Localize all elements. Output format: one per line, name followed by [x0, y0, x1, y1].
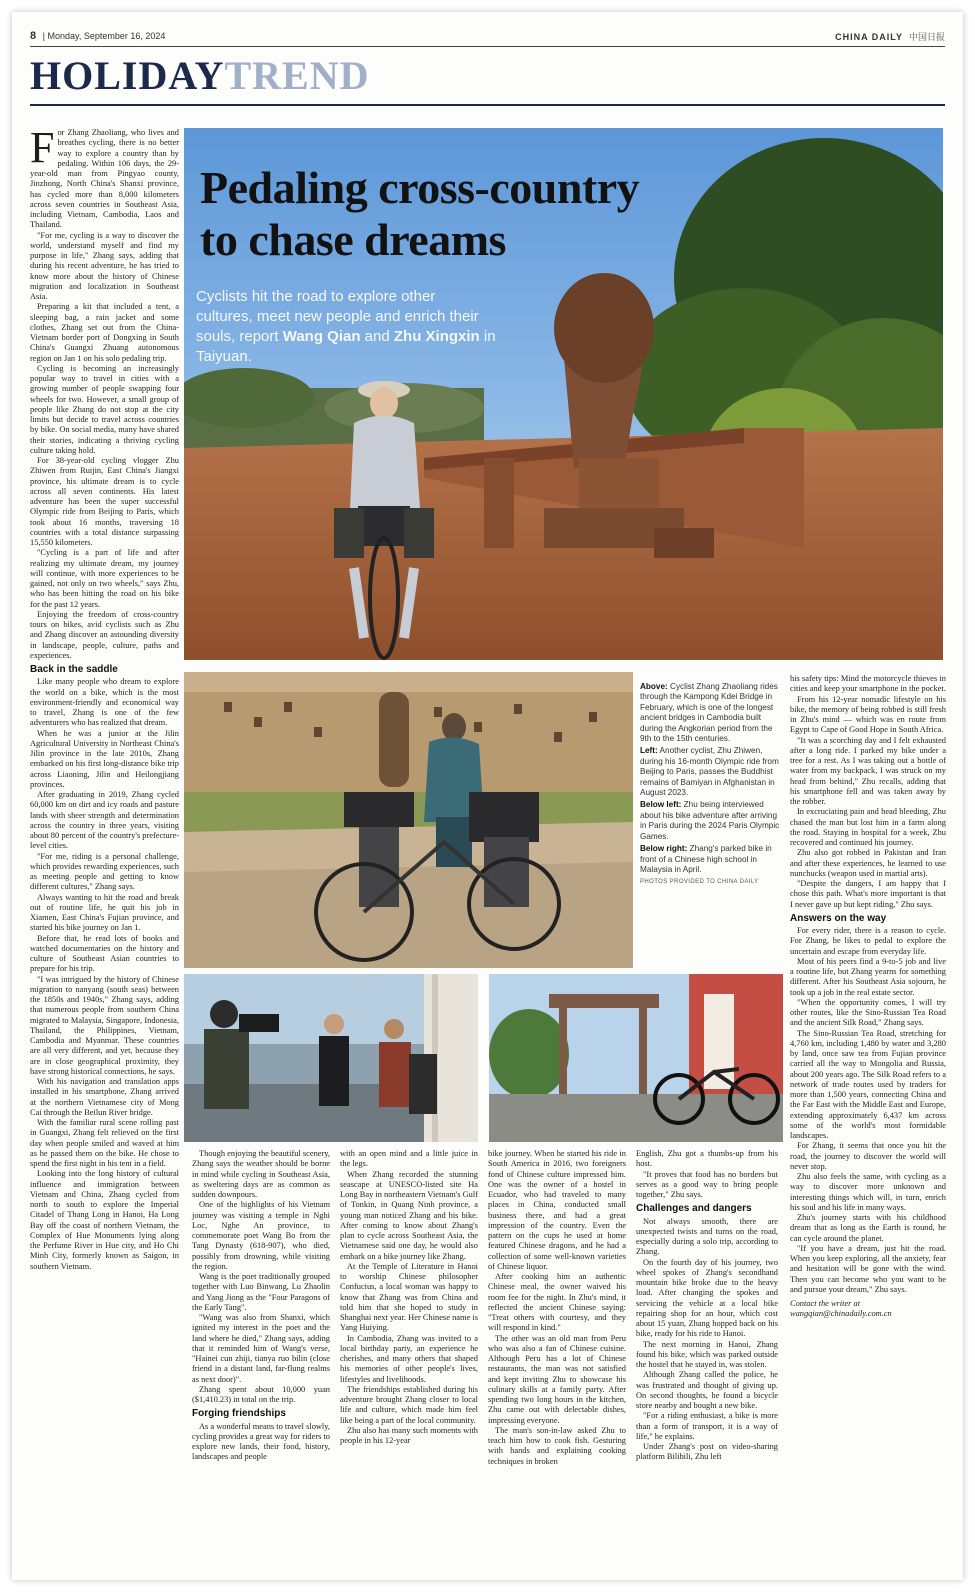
paragraph: Zhu also has many such moments with people in his 12-year	[340, 1425, 478, 1445]
drop-cap: F	[30, 123, 55, 172]
paragraph: Like many people who dream to explore the world on a bike, which is the most environment-friendly and economical way to travel, Zhang is one of the few adventurers who has realized that dream.	[30, 677, 179, 728]
section-title-trend: TREND	[224, 53, 370, 98]
paragraph: "For me, cycling is a way to discover the world, understand myself and find my purpose in life," Zhang says, adding that during his recent adventure, he has tried to know more about the history of Chinese migration and localization in Southeast Asia.	[30, 230, 179, 301]
issue-date: Monday, September 16, 2024	[47, 31, 166, 41]
article-column-3	[340, 1149, 478, 1446]
page-header	[30, 28, 945, 44]
lead-paragraph: For Zhang Zhaoliang, who lives and breathes cycling, there is no better way to explore a country than by pedaling. Within 106 days, the 29-year-old man from Pingyao county, Jinzhong, North China's Shanxi province, has cycled more than 8,000 kilometers across seven countries in Southeast Asia, including Vietnam, Cambodia, Laos and Thailand.	[30, 123, 179, 230]
paragraph: "Despite the dangers, I am happy that I chose this path. What's more important is that I never gave up but kept riding," Zhu says.	[790, 879, 946, 909]
paragraph: Zhu's journey starts with his childhood dream that as long as the Earth is round, he can cycle around the planet.	[790, 1213, 946, 1243]
paragraph: "For a riding enthusiast, a bike is more than a form of transport, it is a way of life," he explains.	[636, 1411, 778, 1441]
subheading-back-in-the-saddle: Back in the saddle	[30, 664, 118, 675]
paragraph: The other was an old man from Peru who was also a fan of Chinese cuisine. Although Peru has a lot of Chinese restaurants, the man was not satisfied and kept inviting Zhu to showcase his culinary skills at a family party. After spending two long hours in the kitchen, Zhu came out with delectable dishes, impressing everyone.	[488, 1333, 626, 1425]
paragraph: After cooking him an authentic Chinese meal, the owner waived his room fee for the night. In Zhu's mind, it reflected the ancient Chinese saying: "Treat others with courtesy, and they will respond in kind."	[488, 1272, 626, 1333]
paragraph: his safety tips: Mind the motorcycle thieves in cities and keep your smartphone in the pocket.	[790, 674, 946, 694]
malaysia-photo-illustration	[489, 974, 783, 1142]
page-info: 8 | Monday, September 16, 2024	[30, 30, 166, 42]
section-title-holiday: HOLIDAY	[30, 53, 225, 98]
contact-line: Contact the writer at wangqian@chinadaily.com.cn	[790, 1299, 892, 1319]
paragraph: On the fourth day of his journey, two wheel spokes of Zhang's secondhand mountain bike broke due to the heavy load. After changing the spokes and servicing the vehicle at a local bike repairing shop for an hour, which cost about 15 yuan, Zhang hopped back on his bike, ready for his ride to Hanoi.	[636, 1257, 778, 1339]
paragraph: One of the highlights of his Vietnam journey was visiting a temple in Nghi Loc, Nghe An province, to commemorate poet Wang Bo from the Tang Dynasty (618-907), who died, possibly from drowning, while visiting the region.	[192, 1200, 330, 1271]
author-zhu-xingxin: Zhu Xingxin	[393, 328, 480, 345]
paragraph: As a wonderful means to travel slowly, cycling provides a great way for riders to explore new lands, their food, history, landscapes and people	[192, 1421, 330, 1462]
paragraph: Cycling is becoming an increasingly popular way to travel in cities with a growing number of people swapping four wheels for two. However, a small group of people like Zhang do not stop at the city limits but decide to travel across countries by bike. On social media, many have shared their stories, indicating a thriving cycling culture taking hold.	[30, 363, 179, 455]
paragraph: bike journey. When he started his ride in South America in 2016, two foreigners fond of Chinese culture impressed him. One was the owner of a hostel in Ecuador, who had traveled to many places in China, conducted small business there, and had a great impression of the country. Even the pattern on the cups he used at home featured Chinese dragons, and he had a collection of some well-known varieties of Chinese liquor.	[488, 1149, 626, 1271]
paragraph: The Sino-Russian Tea Road, stretching for 4,760 km, including 1,480 by water and 3,280 by land, once saw tea from Fujian province carried all the way to Mongolia and Russia, about 200 years ago. The Silk Road refers to a network of trade routes used by traders for more than 1,500 years, connecting China and the Far East with the Middle East and Europe, extending approximately 6,437 km across some of the world's most formidable landscapes.	[790, 1028, 946, 1140]
paragraph: "When the opportunity comes, I will try other routes, like the Sino-Russian Tea Road and the ancient Silk Road," Zhang says.	[790, 997, 946, 1028]
paragraph: The friendships established during his adventure brought Zhang closer to local life and culture, which made him feel like being a part of the local community.	[340, 1384, 478, 1425]
paragraph: Preparing a kit that included a tent, a sleeping bag, a rain jacket and some clothes, Zhang set out from the China-Vietnam border port of Dongxing in South China's Guangxi Zhuang autonomous region on Jan 1 on his solo pedaling trip.	[30, 302, 179, 363]
paragraph: "It was a scorching day and I felt exhausted after a long ride. I parked my bike under a tree for a rest. As I was taking out a bottle of water from my backpack, I was struck on my head from behind," Zhu recalls, adding that his smartphone fell and was taken away by the robber.	[790, 735, 946, 806]
photo-captions	[640, 682, 780, 890]
bamiyan-photo-illustration	[184, 672, 633, 968]
paragraph: When he was a junior at the Jilin Agricultural University in Northeast China's Jilin province in the late 2010s, Zhang embarked on his first long-distance bike trip across Liaoning, Jilin and Heilongjiang provinces.	[30, 728, 179, 789]
page-number: 8	[30, 30, 37, 42]
author-wang-qian: Wang Qian	[282, 328, 361, 345]
paragraph: From his 12-year nomadic lifestyle on his bike, the memory of being robbed is still fresh in Zhu's mind — which was en route from Egypt to Cape of Good Hope in South Africa.	[790, 694, 946, 735]
caption-left: Left: Another cyclist, Zhu Zhiwen, during his 16-month Olympic ride from Beijing to Paris, passes the Buddhist remains of Bamiyan in Afghanistan in August 2023.	[640, 746, 779, 798]
paragraph: Most of his peers find a 9-to-5 job and live a routine life, but Zhang yearns for something different. After his Southeast Asia sojourn, he took up a job in the real estate sector.	[790, 956, 946, 997]
paragraph: Under Zhang's post on video-sharing platform Bilibili, Zhu left	[636, 1442, 778, 1462]
paragraph: At the Temple of Literature in Hanoi to worship Chinese philosopher Confucius, a local woman was happy to know that Zhang was from China and told him that she hoped to study in Shanghai next year. Her Chinese name is Yang Huiying.	[340, 1261, 478, 1333]
caption-below-left: Below left: Zhu being interviewed about his bike adventure after arriving in Paris during the 2024 Paris Olympic Games.	[640, 800, 780, 841]
paragraph: "For me, riding is a personal challenge, which provides rewarding experiences, such as meeting people and getting to know different cultures," Zhang says.	[30, 851, 179, 892]
paragraph: "Cycling is a part of life and after realizing my ultimate dream, my journey will continue, with more experiences to be gained, not only on two wheels," says Zhu, who has been hitting the road on his bike for the past 12 years.	[30, 548, 179, 609]
contact-email[interactable]: wangqian@chinadaily.com.cn	[790, 1309, 892, 1319]
paper-name-chinese: 中国日报	[908, 32, 945, 42]
paris-photo-illustration	[184, 974, 478, 1142]
caption-below-right: Below right: Zhang's parked bike in front of a Chinese high school in Malaysia in April.	[640, 844, 772, 874]
paragraph: Before that, he read lots of books and watched documentaries on the history and culture of Southeast Asian countries to prepare for his trip.	[30, 933, 179, 974]
article-column-6	[790, 674, 946, 1320]
section-title	[30, 54, 370, 98]
header-rule	[30, 46, 945, 47]
paragraph: "I was intrigued by the history of Chinese migration to nanyang (south seas) between the 1850s and 1940s," Zhang says, adding that numerous people from southern China migrated to Malaysia, Singapore, Indonesia, Thailand, the Philippines, Vietnam, Cambodia and Myanmar. These countries are all very different, and yet, because they are in close geographical proximity, they have strong historical connections, he says.	[30, 974, 179, 1076]
paragraph: For Zhang, it seems that once you hit the road, the journey to discover the world will never stop.	[790, 1141, 946, 1171]
newspaper-page	[12, 12, 963, 1580]
paragraph: Though enjoying the beautiful scenery, Zhang says the weather should be borne in mind while cycling in Southeast Asia, as sweltering days are as common as sudden downpours.	[192, 1149, 330, 1199]
photo-credit: PHOTOS PROVIDED TO CHINA DAILY	[640, 879, 759, 886]
subheading-answers-on-the-way: Answers on the way	[790, 912, 887, 924]
photo-malaysia-bike	[489, 974, 783, 1142]
paragraph: Not always smooth, there are unexpected twists and turns on the road, especially during a solo trip, according to Zhang.	[636, 1216, 778, 1257]
paper-name: CHINA DAILY	[835, 32, 903, 42]
paragraph: After graduating in 2019, Zhang cycled 60,000 km on dirt and icy roads and pasture lands with sheer strength and determination across the country in three years, visiting about 80 percent of the country's prefecture-level cities.	[30, 790, 179, 851]
paragraph: "If you have a dream, just hit the road. When you keep exploring, all the anxiety, fear and hesitation will be gone with the wind. Then you can become who you want to be and pursue your dream," Zhu says.	[790, 1243, 946, 1294]
paragraph: "Wang was also from Shanxi, which ignited my interest in the poet and the land where he died," Zhang says, adding that it reminded him of Wang's verse, "Hainei cun zhiji, tianya ruo bilin (close friend in a distant land, far-flung realms as next door)".	[192, 1313, 330, 1384]
paragraph: The man's son-in-law asked Zhu to teach him how to cook fish. Gesturing with hands and explaining cooking techniques in broken	[488, 1425, 626, 1466]
caption-above: Above: Cyclist Zhang Zhaoliang rides through the Kampong Kdei Bridge in February, which is one of the longest ancient bridges in Cambodia built during the Angkorian period from the 9th to the 15th centuries.	[640, 682, 778, 744]
paragraph: In Cambodia, Zhang was invited to a local birthday party, an experience he cherishes, and many others that shaped his memories of other people's lives, lifestyles and livelihoods.	[340, 1333, 478, 1384]
article-standfirst: Cyclists hit the road to explore other cultures, meet new people and enrich their souls, report Wang Qian and Zhu Xingxin in Taiyuan.	[196, 288, 496, 365]
paragraph: For 38-year-old cycling vlogger Zhu Zhiwen from Ruijin, East China's Jiangxi province, his ultimate dream is to cycle across all seven continents. His latest adventure has been the super successful Olympic ride from Beijing to Paris, which took about 16 months, traversing 18 countries with a total distance surpassing 15,550 kilometers.	[30, 456, 179, 547]
paragraph: For every rider, there is a reason to cycle. For Zhang, he likes to pedal to explore the uncertain and escape from everyday life.	[790, 926, 946, 956]
photo-paris-interview	[184, 974, 478, 1142]
article-column-5	[636, 1149, 778, 1463]
headline-line-2: to chase dreams	[200, 214, 506, 265]
paragraph: When Zhang recorded the stunning seascape at UNESCO-listed site Ha Long Bay in northeastern Vietnam's Gulf of Tonkin, in Quang Ninh province, a young man noticed Zhang and his bike. After coming to know about Zhang's plan to cycle across Southeast Asia, the Vietnamese said one day, he would also embark on a bike journey like Zhang.	[340, 1169, 478, 1261]
section-rule	[30, 104, 945, 106]
paragraph: Although Zhang called the police, he was frustrated and thought of giving up. On second thoughts, he found a bicycle store nearby and bought a new bike.	[636, 1370, 778, 1410]
article-column-1	[30, 123, 179, 1272]
paragraph: Zhu also got robbed in Pakistan and Iran and after these experiences, he learned to use nunchucks (weapon used in martial arts).	[790, 848, 946, 878]
article-headline	[200, 162, 760, 266]
paragraph: "It proves that food has no borders but serves as a good way to bring people together," Zhu says.	[636, 1169, 778, 1199]
paragraph: With the familiar rural scene rolling past in Guangxi, Zhang felt relieved on the first day when people smiled and waved at him as he passed them on the bike. He chose to spend the first night in his tent in a field.	[30, 1118, 179, 1168]
paragraph: with an open mind and a little juice in the legs.	[340, 1149, 478, 1169]
paragraph: Enjoying the freedom of cross-country tours on bikes, avid cyclists such as Zhu and Zhang discover an astounding diversity in landscape, people, culture, paths and experiences.	[30, 609, 179, 660]
paragraph: Always wanting to hit the road and break out of routine life, he quit his job in Xiamen, East China's Fujian province, and started his bike journey on Jan 1.	[30, 892, 179, 933]
masthead	[835, 30, 945, 43]
article-column-4	[488, 1149, 626, 1467]
paragraph: The next morning in Hanoi, Zhang found his bike, which was parked outside the hostel that he stayed in, was stolen.	[636, 1339, 778, 1369]
headline-line-1: Pedaling cross-country	[200, 162, 640, 213]
article-column-2	[192, 1149, 330, 1463]
subheading-forging-friendships: Forging friendships	[192, 1408, 286, 1420]
paragraph: Wang is the poet traditionally grouped together with Luo Binwang, Lu Zhaolin and Yang Jiong as the "Four Paragons of the Early Tang".	[192, 1272, 330, 1312]
paragraph: Looking into the long history of cultural influence and immigration between Vietnam and China, Zhang cycled from north to south to explore the Imperial Citadel of Thang Long in Hanoi, Ha Long Bay off the coast of northern Vietnam, the Complex of Hue Monuments lying along the Perfume River in Hue city, and Ho Chi Minh City, formerly known as Saigon, in southern Vietnam.	[30, 1169, 179, 1271]
photo-bamiyan	[184, 672, 633, 968]
paragraph: English, Zhu got a thumbs-up from his host.	[636, 1149, 778, 1169]
paragraph: With his navigation and translation apps installed in his smartphone, Zhang arrived at the northern Vietnamese city of Mong Cai through the Beilun River bridge.	[30, 1077, 179, 1117]
paragraph: Zhang spent about 10,000 yuan ($1,410.23) in total on the trip.	[192, 1384, 330, 1404]
paragraph: Zhu also feels the same, with cycling as a way to discover more unknown and interesting things which will, in turn, enrich his soul and his life in many ways.	[790, 1172, 946, 1212]
paragraph: In excruciating pain and head bleeding, Zhu chased the man but lost him in a farm along the road. Staying in hospital for a week, Zhu recovered and continued his journey.	[790, 807, 946, 847]
subheading-challenges-and-dangers: Challenges and dangers	[636, 1203, 752, 1215]
